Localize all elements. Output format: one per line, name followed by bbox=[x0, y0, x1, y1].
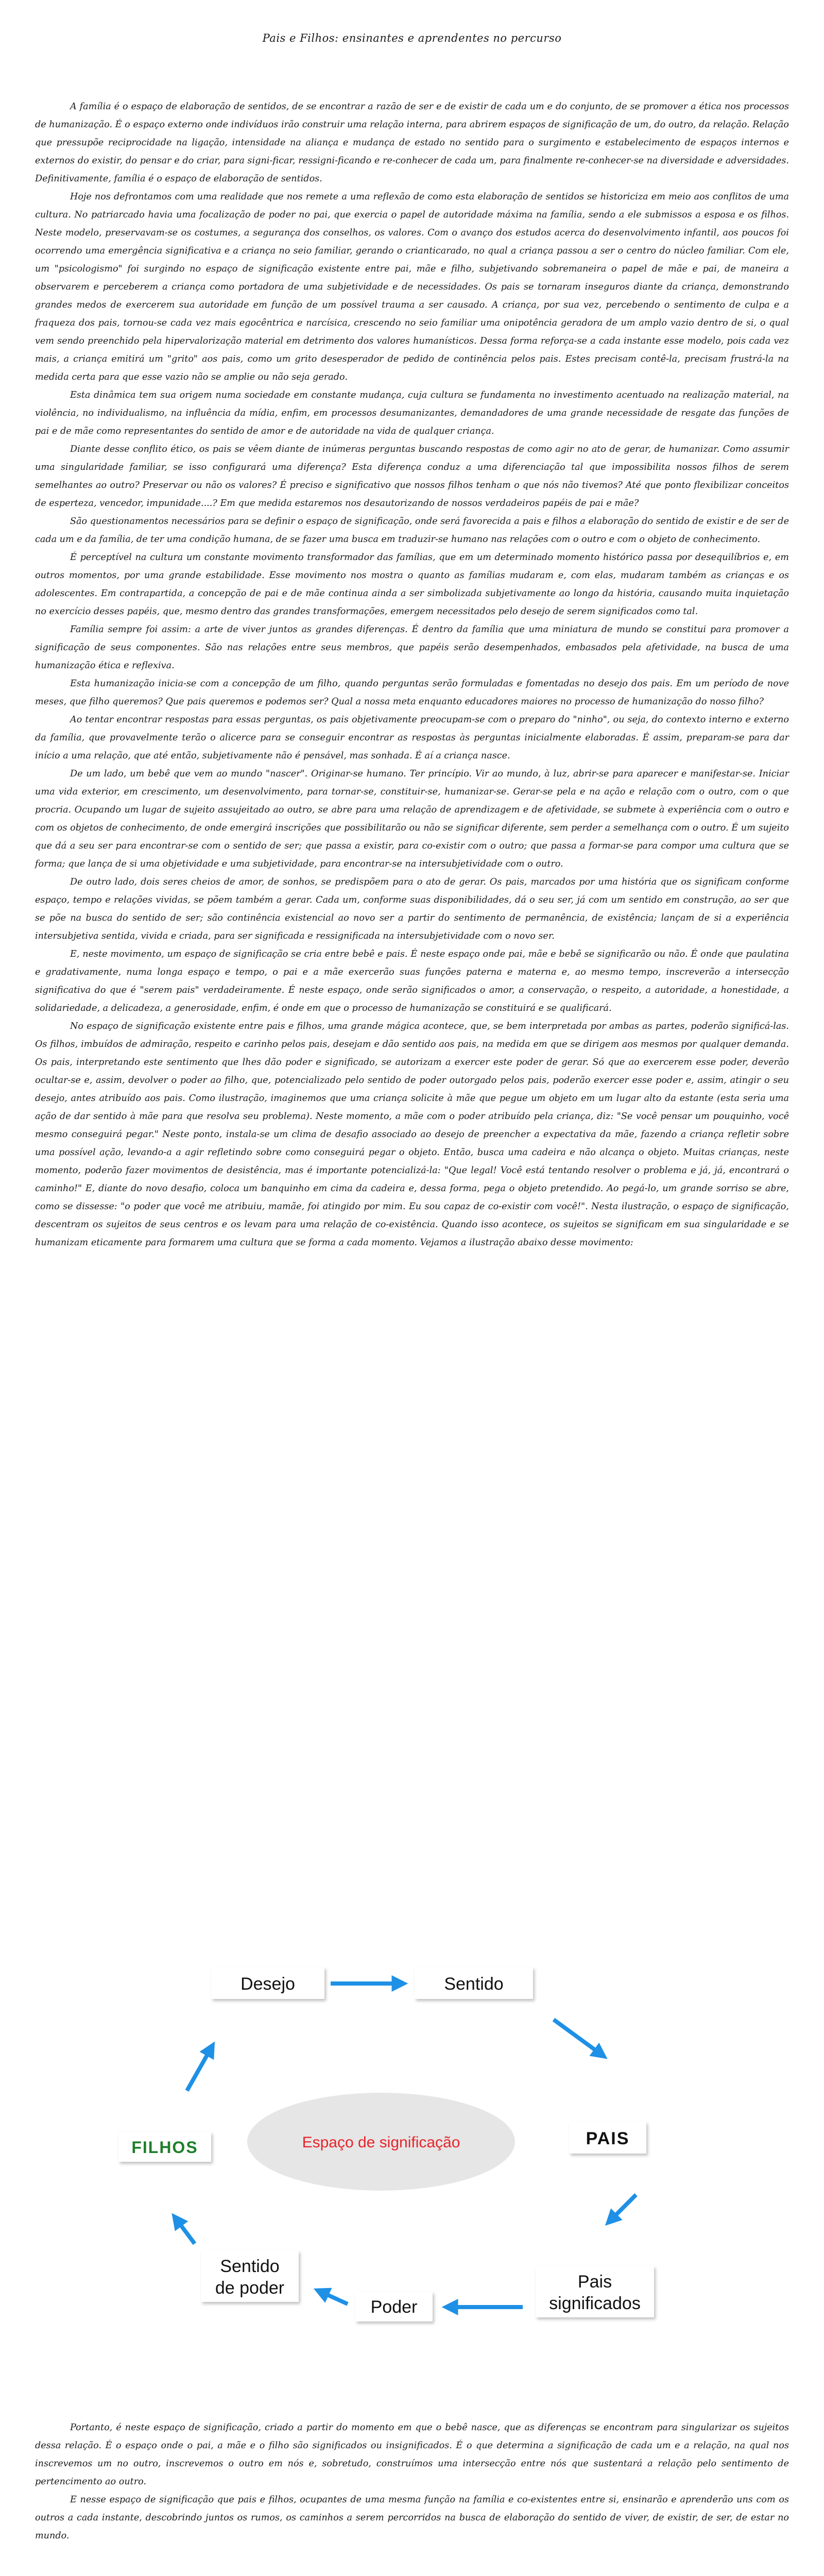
paragraph: É perceptível na cultura um constante movimento transformador das famílias, que em um determinado momento histórico passa por desequilíbrios e, em outros momentos, por uma grande estabilidade. Esse movimento nos mostra o quanto as famílias mudaram e, com elas, mudaram também as crianças e os adolescentes. Em contrapartida, a concepção de pai e de mãe continua ainda a ser simbolizada subjetivamente ao longo da história, causando muita inquietação no exercício desses papéis, que, mesmo dentro das grandes transformações, emergem necessitados pelo desejo de serem significados como tal. bbox=[35, 552, 789, 617]
filhos-node-label: FILHOS bbox=[131, 2138, 198, 2157]
sentido-de-poder-label-line2: de poder bbox=[215, 2278, 285, 2298]
paragraph: De um lado, um bebê que vem ao mundo "nascer". Originar-se humano. Ter princípio. Vir ao mundo, à luz, abrir-se para aparecer e manifestar-se. Iniciar uma vida exterior, em crescimento, um desenvolvimento, para tornar-se, constituir-se, humanizar-se. Gerar-se pela e na ação e relação com o outro, com o que procria. Ocupando um lugar de sujeito assujeitado ao outro, se abre para uma relação de aprendizagem e de afetividade, se submete à experiência com o outro e com os objetos de conhecimento, de onde emergirá inscrições que possibilitarão ou não se significar diferente, sem perder a semelhança com o outro. É um sujeito que dá a seu ser para encontrar-se com o sentido de ser; que passa a existir, para co-existir com o outro; que passa a formar-se para compor uma cultura que se forma; que lança de si uma objetividade e uma subjetividade, para encontrar-se na intersubjetividade com o outro. bbox=[35, 769, 789, 869]
paragraph: Família sempre foi assim: a arte de viver juntos as grandes diferenças. É dentro da família que uma miniatura de mundo se constitui para promover a significação de seus componentes. São nas relações entre seus membros, que papéis serão desempenhados, embasados pela afetividade, na busca de uma humanização ética e reflexiva. bbox=[35, 624, 789, 671]
document-title: Pais e Filhos: ensinantes e aprendentes no percurso bbox=[262, 32, 562, 44]
pais-node-label: PAIS bbox=[586, 2129, 630, 2148]
arrow-sentido-de-poder-to-filhos bbox=[176, 2219, 195, 2244]
paragraph: No espaço de significação existente entre pais e filhos, uma grande mágica acontece, que, se bem interpretada por ambas as partes, poderão significá-las. Os filhos, imbuídos de admiração, respeito e carinho pelos pais, desejam e dão sentido aos pais, na medida em que se dirigem aos mesmos por qualquer demanda. Os pais, interpretando este sentimento que lhes dão poder e significado, se autorizam a exercer este poder de gerar. Só que ao exercerem esse poder, deverão ocultar-se e, assim, devolver o poder ao filho, que, potencializado pelo sentido de poder outorgado pelos pais, poderão exercer esse poder e, assim, atingir o seu desejo, antes atribuído aos pais. Como ilustração, imaginemos que uma criança solicite à mãe que pegue um objeto em um lugar alto da estante (esta seria uma ação de dar sentido à mãe para que resolva seu problema). Neste momento, a mãe com o poder atribuído pela criança, diz: "Se você pensar um pouquinho, você mesmo conseguirá pegar." Neste ponto, instala-se um clima de desafio associado ao desejo de preencher a expectativa da mãe, fazendo a criança refletir sobre uma possível ação, levando-a a agir refletindo sobre como conseguirá pegar o objeto. Então, busca uma cadeira e não alcança o objeto. Muitas crianças, neste momento, poderão fazer movimentos de desistência, mas é importante potencializá-la: "Que legal! Você está tentando resolver o problema e já, já, encontrará o caminho!" E, diante do novo desafio, coloca um banquinho em cima da cadeira e, dessa forma, pega o objeto pretendido. Ao pegá-lo, um grande sorriso se abre, como se dissesse: "o poder que você me atribuiu, mamãe, foi atingido por mim. Eu sou capaz de co-existir com você!". Nesta ilustração, o espaço de significação, descentram os sujeitos de seus centros e os levam para uma relação de co-existência. Quando isso acontece, os sujeitos se significam em sua singularidade e se humanizam eticamente para formarem uma cultura que se forma a cada momento. Vejamos a ilustração abaixo desse movimento: bbox=[35, 1021, 789, 1248]
arrow-filhos-to-desejo bbox=[187, 2048, 211, 2091]
arrow-poder-to-sentido-de-poder bbox=[320, 2292, 348, 2304]
sentido-node-label: Sentido bbox=[444, 1974, 504, 1994]
paragraph: E, neste movimento, um espaço de significação se cria entre bebê e pais. É neste espaço onde pai, mãe e bebê se significarão ou não. É onde que paulatina e gradativamente, numa longa espaço e tempo, o pai e a mãe exercerão suas funções paterna e materna e, ao mesmo tempo, inscreverão a intersecção significativa do que é "serem pais" verdadeiramente. É neste espaço, onde serão significados o amor, a conservação, o respeito, a autoridade, a honestidade, a solidariedade, a delicadeza, a generosidade, enfim, é onde em que o processo de humanização se constituirá e se qualificará. bbox=[35, 949, 789, 1013]
paragraph: A família é o espaço de elaboração de sentidos, de se encontrar a razão de ser e de existir de cada um e do conjunto, de se promover a ética nos processos de humanização. É o espaço externo onde indivíduos irão construir uma relação interna, para abrirem espaços de significação de um, do outro, da relação. Relação que pressupõe reciprocidade na ligação, intensidade na aliança e mudança de estado no sentido para o surgimento e estabelecimento de espaços internos e externos do existir, do pensar e do criar, para signi-ficar, ressigni-ficando e re-conhecer de cada um, para finalmente re-conhecer-se na diversidade e adversidades. Definitivamente, família é o espaço de elaboração de sentidos. bbox=[35, 101, 789, 184]
desejo-node-label: Desejo bbox=[241, 1974, 295, 1994]
arrow-pais-to-pais-significados bbox=[610, 2195, 636, 2221]
arrow-sentido-to-pais bbox=[554, 2020, 602, 2055]
signification-cycle-diagram bbox=[82, 1958, 680, 2380]
pais-significados-label-line1: Pais bbox=[577, 2272, 612, 2292]
body-text-before-diagram bbox=[35, 98, 789, 1252]
paragraph: São questionamentos necessários para se definir o espaço de significação, onde será favorecida a pais e filhos a elaboração do sentido de existir e de ser de cada um e da família, de ter uma condição humana, de se fazer uma busca em traduzir-se humano nas relações com o outro e com o objeto de conhecimento. bbox=[35, 516, 789, 545]
paragraph: Diante desse conflito ético, os pais se vêem diante de inúmeras perguntas buscando respostas de como agir no ato de gerar, de humanizar. Como assumir uma singularidade familiar, se isso configurará uma diferença? Esta diferença conduz a uma diferenciação tal que impossibilita nossos filhos de serem semelhantes ao outro? Preservar ou não os valores? É preciso e significativo que nossos filhos tenham o que nós não tivemos? Até que ponto flexibilizar conceitos de esperteza, vencedor, impunidade....? Em que medida estaremos nos desautorizando de nossos verdadeiros papéis de pai e mãe? bbox=[35, 444, 789, 509]
paragraph: Esta humanização inicia-se com a concepção de um filho, quando perguntas serão formuladas e fomentadas no desejo dos pais. Em um período de nove meses, que filho queremos? Que pais queremos e podemos ser? Qual a nossa meta enquanto educadores maiores no processo de humanização do nosso filho? bbox=[35, 679, 789, 707]
paragraph: Esta dinâmica tem sua origem numa sociedade em constante mudança, cuja cultura se fundamenta no investimento acentuado na realização material, na violência, no individualismo, na influência da mídia, enfim, em processos desumanizantes, demandadores de uma grande necessidade de resgate das funções de pai e de mãe como representantes do sentido de amor e de autoridade na vida de qualquer criança. bbox=[35, 390, 789, 436]
center-label: Espaço de significação bbox=[302, 2134, 460, 2151]
paragraph: E nesse espaço de significação que pais e filhos, ocupantes de uma mesma função na família e co-existentes entre si, ensinarão e aprenderão uns com os outros a cada instante, descobrindo juntos os rumos, os caminhos a serem percorridos na busca de elaboração do sentido de viver, de existir, de ser, de estar no mundo. bbox=[35, 2495, 789, 2541]
poder-node-label: Poder bbox=[370, 2297, 418, 2317]
paragraph: Ao tentar encontrar respostas para essas perguntas, os pais objetivamente preocupam-se com o preparo do "ninho", ou seja, do contexto interno e externo da família, que provavelmente terão o alicerce para se conseguir encontrar as respostas às perguntas inicialmente elaboradas. É assim, preparam-se para dar início a uma relação, que até então, subjetivamente não é pensável, mas sonhada. É aí a criança nasce. bbox=[35, 715, 789, 761]
diagram-svg bbox=[82, 1958, 680, 2380]
sentido-de-poder-label-line1: Sentido bbox=[220, 2257, 280, 2276]
body-text-after-diagram bbox=[35, 2419, 789, 2545]
paragraph: Hoje nos defrontamos com uma realidade que nos remete a uma reflexão de como esta elaboração de sentidos se historiciza em meio aos conflitos de uma cultura. No patriarcado havia uma focalização de poder no pai, que exercia o papel de autoridade máxima na família, sendo a ele submissos a esposa e os filhos. Neste modelo, preservavam-se os costumes, a segurança dos conselhos, os valores. Com o avanço dos estudos acerca do desenvolvimento infantil, aos poucos foi ocorrendo uma emergência significativa e a criança no seio familiar, gerando o crianticarado, no qual a criança passou a ser o centro do núcleo familiar. Com ele, um "psicologismo" foi surgindo no espaço de significação existente entre pai, mãe e filho, subjetivando sobremaneira o papel de mãe e pai, de maneira a observarem e perceberem a criança como portadora de uma subjetividade e de necessidades. Os pais se tornaram inseguros diante da criança, demonstrando grandes medos de exercerem sua autoridade em função de um possível trauma a ser causado. A criança, por sua vez, percebendo o sentimento de culpa e a fraqueza dos pais, tornou-se cada vez mais egocêntrica e narcísica, crescendo no seio familiar uma onipotência geradora de um amplo vazio dentro de si, o qual vem sendo preenchido pela hipervalorização material em detrimento dos valores humanísticos. Dessa forma reforça-se a cada instante esse modelo, pois cada vez mais, a criança emitirá um "grito" aos pais, como um grito desesperador de pedido de continência pelos pais. Estes precisam contê-la, precisam frustrá-la na medida certa para que esse vazio não se amplie ou não seja gerado. bbox=[35, 192, 789, 382]
paragraph: De outro lado, dois seres cheios de amor, de sonhos, se predispõem para o ato de gerar. Os pais, marcados por uma história que os significam conforme espaço, tempo e relações vividas, se põem também a gerar. Cada um, conforme suas disponibilidades, dá o seu ser, já com um sentido em construção, ao ser que se põe na busca do sentido de ser; são continência existencial ao novo ser a partir do sentimento de permanência, de existência; lançam de si a experiência intersubjetiva sentida, vivida e criada, para ser significada e ressignificada na intersubjetividade com o novo ser. bbox=[35, 877, 789, 941]
pais-significados-label-line2: significados bbox=[549, 2294, 641, 2313]
paragraph: Portanto, é neste espaço de significação, criado a partir do momento em que o bebê nasce, que as diferenças se encontram para singularizar os sujeitos dessa relação. É o espaço onde o pai, a mãe e o filho são significados ou insignificados. É o que determina a significação de cada um e a relação, na qual nos inscrevemos um no outro, inscrevemos o outro em nós e, sobretudo, construímos uma intersecção entre nós que sustentará a relação pelo sentimento de pertencimento ao outro. bbox=[35, 2422, 789, 2487]
